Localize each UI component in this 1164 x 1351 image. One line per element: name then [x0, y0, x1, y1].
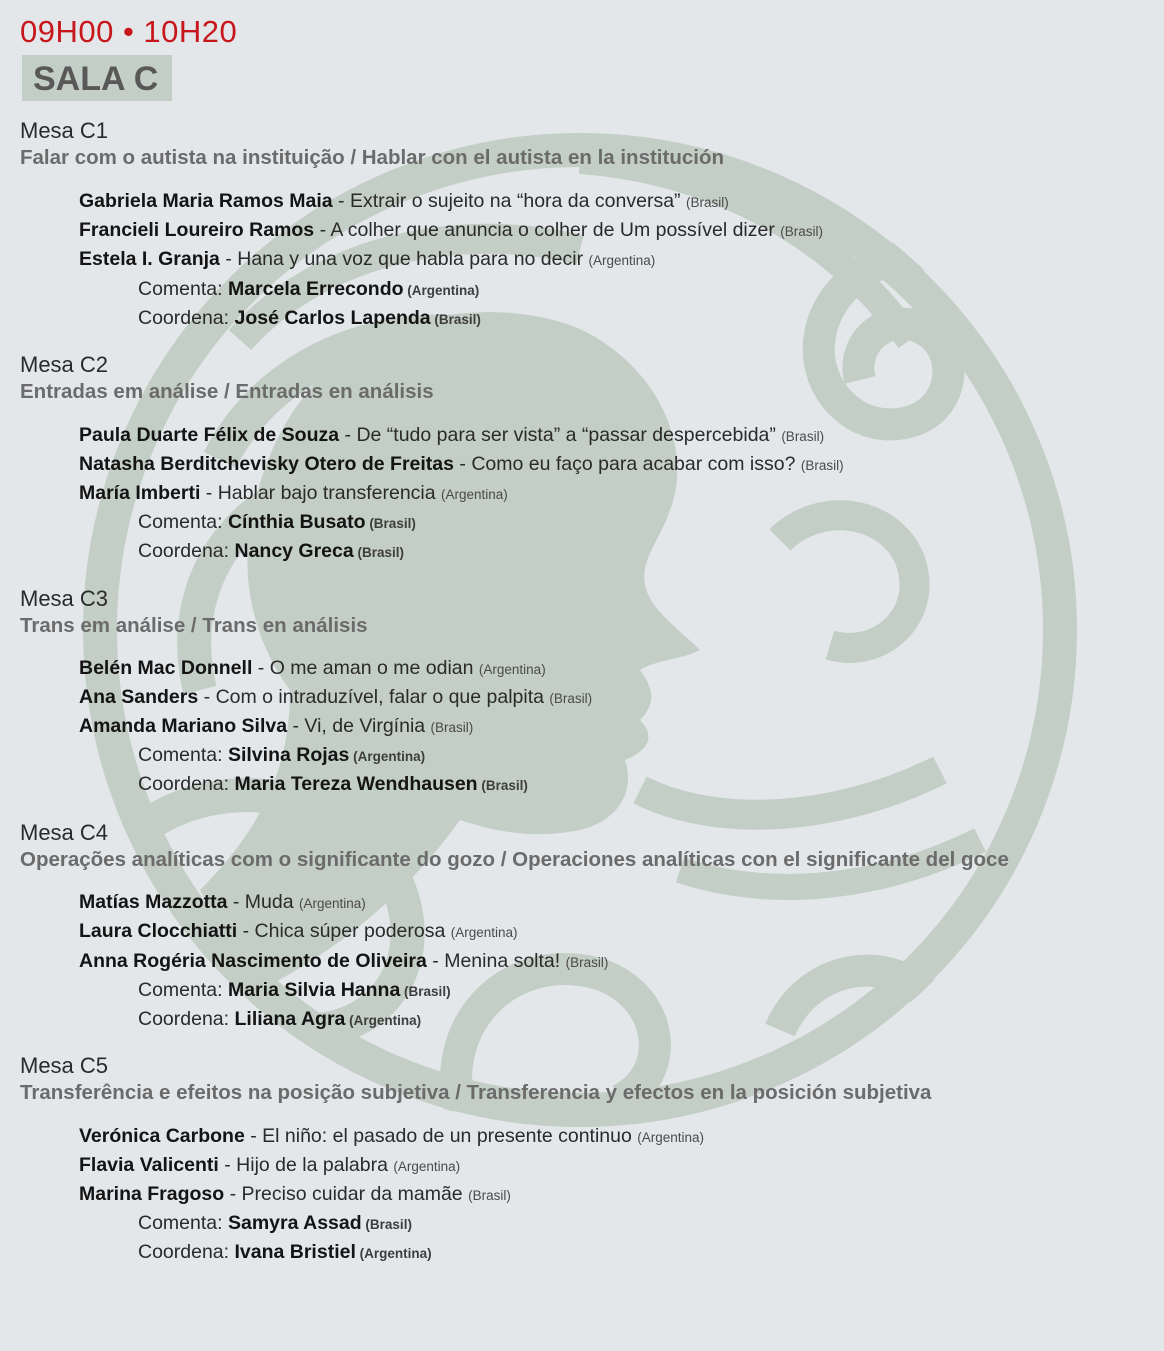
presentation-title: A colher que anuncia o colher de Um possível dizer: [330, 219, 781, 241]
separator: -: [454, 453, 472, 475]
session-title: Trans em análise / Trans en análisis: [20, 614, 368, 637]
presentation: [79, 950, 608, 973]
separator: -: [219, 248, 238, 270]
separator: -: [224, 1183, 242, 1205]
presenter-name: Natasha Berditchevisky Otero de Freitas: [79, 453, 454, 475]
separator: -: [332, 190, 350, 212]
commentator-name: Cínthia Busato: [227, 511, 366, 533]
separator: -: [252, 657, 270, 679]
coordinator-name: José Carlos Lapenda: [234, 307, 431, 329]
commentator: [138, 744, 425, 767]
country: (Brasil): [477, 778, 528, 793]
commentator: [138, 1212, 412, 1235]
role-label: Comenta:: [138, 1212, 228, 1234]
presenter-name: Matías Mazzotta: [79, 891, 228, 913]
coordinator-name: Nancy Greca: [234, 540, 354, 562]
session-title: Entradas em análise / Entradas en análisis: [20, 380, 434, 403]
session-title: Operações analíticas com o significante do gozo / Operaciones analíticas con el significante del goce: [20, 848, 1009, 871]
role-label: Comenta:: [138, 979, 228, 1001]
country: (Argentina): [345, 1013, 422, 1028]
country: (Brasil): [365, 516, 416, 531]
country: (Argentina): [637, 1130, 705, 1145]
presenter-name: María Imberti: [79, 482, 201, 504]
presentation: [79, 219, 823, 242]
session-label: Mesa C1: [20, 118, 109, 143]
country: (Argentina): [349, 749, 426, 764]
separator: -: [218, 1154, 237, 1176]
country: (Argentina): [588, 253, 656, 268]
presentation-title: O me aman o me odian: [269, 657, 479, 679]
presentation: [79, 891, 366, 914]
session-title: Falar com o autista na instituição / Hablar con el autista en la institución: [20, 146, 724, 169]
coordinator: [138, 1008, 421, 1031]
commentator-name: Silvina Rojas: [227, 744, 350, 766]
presentation-title: Menina solta!: [444, 950, 566, 972]
country: (Brasil): [781, 429, 825, 444]
presentation: [79, 424, 824, 447]
commentator: [138, 511, 416, 534]
presentation: [79, 657, 546, 680]
presentation: [79, 920, 518, 943]
presenter-name: Gabriela Maria Ramos Maia: [79, 190, 333, 212]
coordinator-name: Liliana Agra: [234, 1008, 346, 1030]
country: (Argentina): [450, 925, 518, 940]
session-label: Mesa C4: [20, 820, 109, 845]
presentation-title: El niño: el pasado de un presente continuo: [262, 1125, 638, 1147]
country: (Argentina): [478, 662, 546, 677]
presenter-name: Ana Sanders: [79, 686, 199, 708]
presentation: [79, 715, 473, 738]
presentation: [79, 1154, 460, 1177]
country: (Brasil): [430, 720, 474, 735]
commentator-name: Maria Silvia Hanna: [227, 979, 401, 1001]
country: (Brasil): [800, 458, 844, 473]
country: (Argentina): [299, 896, 366, 911]
presenter-name: Marina Fragoso: [79, 1183, 225, 1205]
coordinator-name: Maria Tereza Wendhausen: [234, 773, 478, 795]
role-label: Coordena:: [138, 307, 235, 329]
country: (Brasil): [468, 1188, 511, 1203]
presentation-title: Chica súper poderosa: [254, 920, 451, 942]
presentation-title: Vi, de Virgínia: [304, 715, 431, 737]
presentation-title: Hijo de la palabra: [236, 1154, 394, 1176]
separator: -: [244, 1125, 263, 1147]
country: (Brasil): [780, 224, 824, 239]
presentation-title: De “tudo para ser vista” a “passar despercebida”: [356, 424, 782, 446]
coordinator: [138, 773, 528, 796]
presentation-title: Como eu faço para acabar com isso?: [471, 453, 801, 475]
role-label: Comenta:: [138, 278, 228, 300]
presentation: [79, 686, 592, 709]
role-label: Coordena:: [138, 773, 235, 795]
presentation-title: Extrair o sujeito na “hora da conversa”: [349, 190, 686, 212]
country: (Brasil): [361, 1217, 412, 1232]
separator: -: [237, 920, 255, 942]
presenter-name: Estela I. Granja: [79, 248, 220, 270]
commentator-name: Samyra Assad: [227, 1212, 362, 1234]
commentator: [138, 278, 479, 301]
presentation-title: Hablar bajo transferencia: [217, 482, 442, 504]
country: (Argentina): [403, 283, 480, 298]
session-title: Transferência e efeitos na posição subjetiva / Transferencia y efectos en la posición subjetiva: [20, 1081, 932, 1104]
presenter-name: Francieli Loureiro Ramos: [79, 219, 315, 241]
session-label: Mesa C5: [20, 1053, 109, 1078]
coordinator: [138, 307, 481, 330]
time-range: 09H00 • 10H20: [20, 14, 238, 49]
role-label: Coordena:: [138, 540, 235, 562]
separator: -: [227, 891, 245, 913]
presentation-title: Com o intraduzível, falar o que palpita: [215, 686, 550, 708]
presentation-title: Muda: [244, 891, 299, 913]
country: (Argentina): [441, 487, 508, 502]
presenter-name: Paula Duarte Félix de Souza: [79, 424, 340, 446]
presenter-name: Amanda Mariano Silva: [79, 715, 288, 737]
presentation-title: Preciso cuidar da mamãe: [241, 1183, 469, 1205]
country: (Argentina): [355, 1246, 432, 1261]
country: (Brasil): [400, 984, 451, 999]
room-badge: SALA C: [22, 55, 172, 101]
separator: -: [314, 219, 331, 241]
presentation: [79, 1183, 511, 1206]
presenter-name: Verónica Carbone: [79, 1125, 245, 1147]
presenter-name: Flavia Valicenti: [79, 1154, 219, 1176]
session-label: Mesa C2: [20, 352, 109, 377]
separator: -: [287, 715, 305, 737]
commentator-name: Marcela Errecondo: [227, 278, 404, 300]
role-label: Coordena:: [138, 1241, 235, 1263]
separator: -: [200, 482, 218, 504]
coordinator: [138, 1241, 432, 1264]
country: (Brasil): [549, 691, 593, 706]
presenter-name: Anna Rogéria Nascimento de Oliveira: [79, 950, 427, 972]
coordinator: [138, 540, 404, 563]
presentation: [79, 453, 844, 476]
presenter-name: Laura Clocchiatti: [79, 920, 238, 942]
separator: -: [426, 950, 445, 972]
country: (Argentina): [393, 1159, 461, 1174]
presenter-name: Belén Mac Donnell: [79, 657, 253, 679]
country: (Brasil): [685, 195, 729, 210]
role-label: Comenta:: [138, 511, 228, 533]
country: (Brasil): [565, 955, 609, 970]
country: (Brasil): [353, 545, 404, 560]
commentator: [138, 979, 451, 1002]
session-label: Mesa C3: [20, 586, 109, 611]
role-label: Coordena:: [138, 1008, 235, 1030]
coordinator-name: Ivana Bristiel: [234, 1241, 356, 1263]
separator: -: [198, 686, 216, 708]
presentation: [79, 248, 655, 271]
presentation: [79, 190, 729, 213]
presentation-title: Hana y una voz que habla para no decir: [237, 248, 589, 270]
presentation: [79, 1125, 704, 1148]
role-label: Comenta:: [138, 744, 228, 766]
country: (Brasil): [430, 312, 481, 327]
presentation: [79, 482, 508, 505]
separator: -: [339, 424, 357, 446]
